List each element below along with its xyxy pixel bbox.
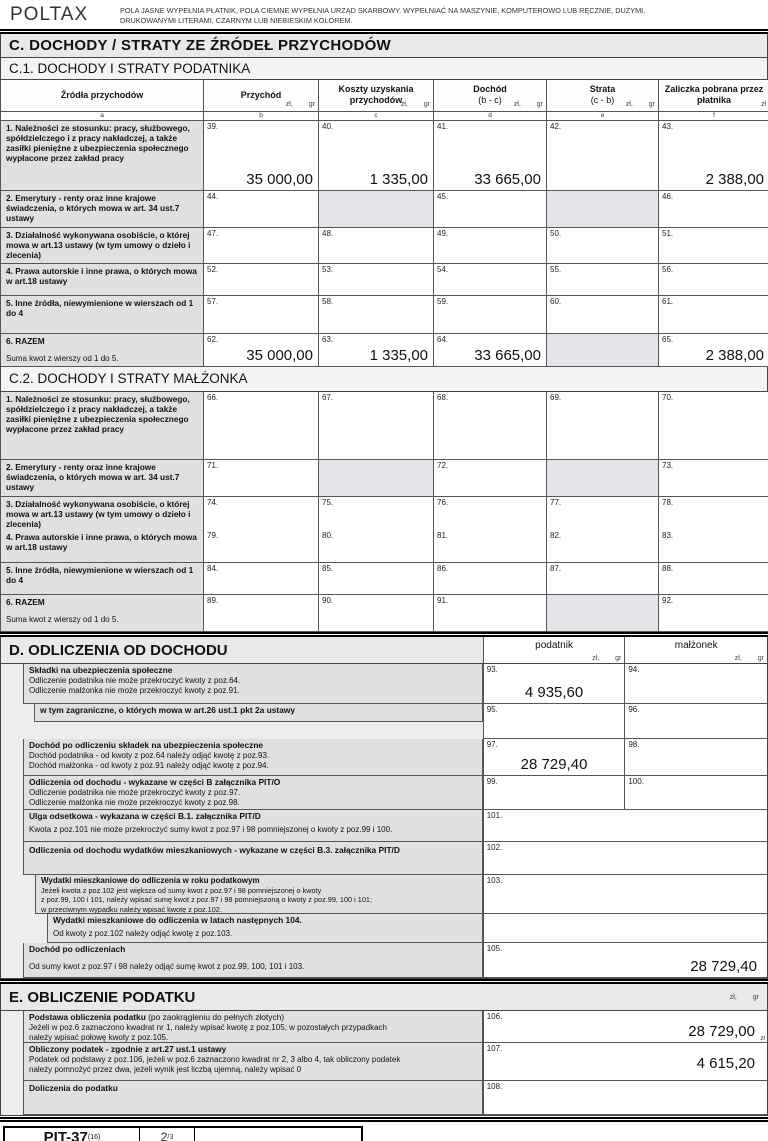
c1-razem-label: 6. RAZEM Suma kwot z wierszy od 1 do 5. [1,334,204,367]
d-row-102-label: Odliczenia od dochodu wydatków mieszkaniowych - wykazane w części B.3. załącznika PIT/D [23,842,483,875]
field-65[interactable]: 65. 2 388,00 [659,334,768,367]
c2-row-2-label: 2. Emerytury - renty oraz inne krajowe świadczenia, o których mowa w art. 34 ust.7 ustawy [1,460,204,497]
field-46[interactable]: 46. [659,191,768,228]
c2-row-5-label: 5. Inne źródła, niewymienione w wierszach od 1 do 4 [1,563,204,595]
page-number: 2 [160,1130,168,1141]
e-row-108 [1,1081,767,1115]
field-101[interactable]: 101. [483,810,767,842]
field-48[interactable]: 48. [319,228,434,264]
field-73[interactable]: 73. [659,460,768,497]
d-row-99 [1,776,767,810]
field-85[interactable]: 85. [319,563,434,595]
col-header-costs: Koszty uzyskania przychodów zł, gr [319,80,434,112]
c2-row-2 [0,460,768,497]
field-88[interactable]: 88. [659,563,768,595]
section-d-title: D. ODLICZENIA OD DOCHODU [1,637,483,663]
col-header-taxpayer: podatnik zł, gr [483,637,625,663]
field-104[interactable] [483,914,767,943]
field-69[interactable]: 69. [547,392,659,460]
field-54[interactable]: 54. [434,264,547,296]
section-c2-title: C.2. DOCHODY I STRATY MAŁŻONKA [0,365,768,392]
form-code: PIT-37 [43,1128,88,1141]
field-79[interactable]: 79. [204,530,319,563]
col-header-spouse: małżonek zł, gr [624,637,767,663]
field-76[interactable]: 76. [434,497,547,532]
field-81[interactable]: 81. [434,530,547,563]
field-47[interactable]: 47. [204,228,319,264]
field-41[interactable]: 41. 33 665,00 [434,121,547,191]
field-58[interactable]: 58. [319,296,434,334]
field-83[interactable]: 83. [659,530,768,563]
section-d-header [0,637,768,664]
field-99[interactable]: 99. [483,776,625,810]
field-108[interactable]: 108. [483,1081,767,1115]
field-51[interactable]: 51. [659,228,768,264]
field-68[interactable]: 68. [434,392,547,460]
section-e-body [0,1011,768,1116]
form-footer [3,1126,363,1141]
section-d-body [0,664,768,979]
d-row-104 [1,914,767,943]
form-code-box [5,1128,140,1141]
c2-razem-loss-na [547,595,659,632]
page-number-box [140,1128,195,1141]
d-row-93-label: Składki na ubezpieczenia społeczne Odliczenie podatnika nie może przekroczyć kwoty z poz.64. Odliczenie małżonka nie może przekroczyć kwoty z poz.91. [23,664,483,704]
d-row-97-label: Dochód po odliczeniu składek na ubezpieczenia społeczne Dochód podatnika - od kwoty z poz.64 należy odjąć kwotę z poz.93. Dochód małżonka - od kwoty z poz.91 należy odjąć kwotę z poz.94. [23,739,483,776]
c2-row-5 [0,563,768,595]
field-95[interactable]: 95. [483,704,625,739]
d-row-97 [1,739,767,776]
d-row-105 [1,943,767,978]
c2-row-2-loss-na [547,460,659,497]
col-header-loss: Strata (c - b) zł, gr [547,80,659,112]
c1-row-3-label: 3. Działalność wykonywana osobiście, o której mowa w art.13 ustawy (w tym umowy o dzieło i zlecenia) [1,228,204,264]
field-102[interactable]: 102. [483,842,767,875]
c2-row-4-label: 4. Prawa autorskie i inne prawa, o których mowa w art.18 ustawy [1,530,204,563]
d-row-93 [1,664,767,704]
field-103[interactable]: 103. [483,875,767,914]
section-c1-title: C.1. DOCHODY I STRATY PODATNIKA [0,58,768,80]
c1-razem-loss-na [547,334,659,367]
field-106[interactable]: 106. 28 729,00 zł [483,1011,767,1043]
field-70[interactable]: 70. [659,392,768,460]
column-letters-row: a b c d e f [0,112,768,121]
section-e-title: E. OBLICZENIE PODATKU [9,988,196,1006]
field-74[interactable]: 74. [204,497,319,532]
field-100[interactable]: 100. [624,776,767,810]
field-96[interactable]: 96. [624,704,767,739]
page-total: /3 [167,1133,174,1141]
field-55[interactable]: 55. [547,264,659,296]
c1-row-4 [0,264,768,296]
field-53[interactable]: 53. [319,264,434,296]
c1-row-5-label: 5. Inne źródła, niewymienione w wierszach od 1 do 4 [1,296,204,334]
field-87[interactable]: 87. [547,563,659,595]
c2-row-4 [0,530,768,563]
section-c-title: C. DOCHODY / STRATY ZE ŹRÓDEŁ PRZYCHODÓW [0,34,768,58]
c2-razem-label: 6. RAZEM Suma kwot z wierszy od 1 do 5. [1,595,204,632]
section-separator [0,1117,768,1122]
form-header [0,0,768,29]
field-98[interactable]: 98. [624,739,767,776]
field-45[interactable]: 45. [434,191,547,228]
field-91[interactable]: 91. [434,595,547,632]
c1-row-2-label: 2. Emerytury - renty oraz inne krajowe świadczenia, o których mowa w art. 34 ust.7 ustawy [1,191,204,228]
c1-row-2-loss-na [547,191,659,228]
c1-table-header [0,80,768,112]
section-e-header [0,984,768,1011]
field-94[interactable]: 94. [624,664,767,704]
c2-row-3 [0,497,768,530]
c1-row-1-label: 1. Należności ze stosunku: pracy, służbowego, spółdzielczego i z pracy nakładczej, a także zasiłki pieniężne z ubezpieczenia społecznego wypłacone przez zakład pracy [1,121,204,191]
field-78[interactable]: 78. [659,497,768,532]
field-107[interactable]: 107. 4 615,20 [483,1043,767,1081]
field-84[interactable]: 84. [204,563,319,595]
field-43[interactable]: 43. 2 388,00 [659,121,768,191]
field-56[interactable]: 56. [659,264,768,296]
e-row-106 [1,1011,767,1043]
c2-row-1 [0,392,768,460]
col-header-sources: Źródła przychodów [1,80,204,112]
filling-instructions: POLA JASNE WYPEŁNIA PŁATNIK, POLA CIEMNE WYPEŁNIA URZĄD SKARBOWY. WYPEŁNIAĆ NA MASZYNIE, KOMPUTEROWO LUB RĘCZNIE, DUŻYMI, DRUKOWANYMI LITERAMI, CZARNYM LUB NIEBIESKIM KOLOREM. [120,6,646,25]
field-59[interactable]: 59. [434,296,547,334]
poltax-logo: POLTAX [10,4,89,25]
field-82[interactable]: 82. [547,530,659,563]
section-e-units: zł, gr [729,993,759,1001]
field-42[interactable]: 42. [547,121,659,191]
d-row-104-label: Wydatki mieszkaniowe do odliczenia w latach następnych 104. Od kwoty z poz.102 należy odjąć kwotę z poz.103. [47,914,483,943]
field-89[interactable]: 89. [204,595,319,632]
field-66[interactable]: 66. [204,392,319,460]
field-63[interactable]: 63. 1 335,00 [319,334,434,367]
field-97[interactable]: 97. 28 729,40 [483,739,625,776]
field-92[interactable]: 92. [659,595,768,632]
field-57[interactable]: 57. [204,296,319,334]
c2-row-1-label: 1. Należności ze stosunku: pracy, służbowego, spółdzielczego i z pracy nakładczej, a także zasiłki pieniężne z ubezpieczenia społecznego wypłacone przez zakład pracy [1,392,204,460]
field-62[interactable]: 62. 35 000,00 [204,334,319,367]
d-row-101 [1,810,767,842]
e-row-107 [1,1043,767,1081]
c1-row-5 [0,296,768,334]
field-50[interactable]: 50. [547,228,659,264]
field-77[interactable]: 77. [547,497,659,532]
field-86[interactable]: 86. [434,563,547,595]
e-row-106-label: Podstawa obliczenia podatku (po zaokrągleniu do pełnych złotych) Jeżeli w poz.6 zaznaczono kwadrat nr 1, należy wpisać kwotę z poz.105; w pozostałych przypadkach należy wpisać połowę kwoty z poz.105. [23,1011,483,1043]
c1-row-2 [0,191,768,228]
field-105[interactable]: 105. 28 729,40 [483,943,767,978]
field-60[interactable]: 60. [547,296,659,334]
field-44[interactable]: 44. [204,191,319,228]
c1-row-3 [0,228,768,264]
d-row-95 [1,704,767,739]
form-version: (16) [87,1133,101,1141]
c1-row-1 [0,121,768,191]
col-header-advance: Zaliczka pobrana przez płatnika zł [659,80,768,112]
d-row-103-label: Wydatki mieszkaniowe do odliczenia w roku podatkowym Jeżeli kwota z poz.102 jest większa od sumy kwot z poz.97 i 98 pomniejszonej o kwoty z poz.99, 100 i 101, należy wpisać sumę kwot z poz.97 i 98 pomniejszoną o kwoty z poz.99, 100 i 101; w przeciwnym wypadku należy wpisać kwotę z poz.102. [35,875,483,914]
col-header-income: Dochód (b - c) zł, gr [434,80,547,112]
field-80[interactable]: 80. [319,530,434,563]
d-row-101-label: Ulga odsetkowa - wykazana w części B.1. załącznika PIT/D Kwota z poz.101 nie może przekroczyć sumy kwot z poz.97 i 98 pomniejszonej o kwoty z poz.99 i 100. [23,810,483,842]
d-row-102 [1,842,767,875]
d-row-105-label: Dochód po odliczeniach Od sumy kwot z poz.97 i 98 należy odjąć sumę kwot z poz.99, 100, 101 i 103. [23,943,483,978]
col-header-revenue: Przychód zł, gr [204,80,319,112]
e-row-108-label: Doliczenia do podatku [23,1081,483,1115]
c1-row-6-razem [0,334,768,365]
e-row-107-label: Obliczony podatek - zgodnie z art.27 ust.1 ustawy Podatek od podstawy z poz.106, jeżeli w poz.6 zaznaczono kwadrat nr 2, 3 albo 4, tak obliczony podatek należy pomnożyć przez dwa, jeżeli wynik jest liczbą ujemną, należy wpisać 0 [23,1043,483,1081]
field-39[interactable]: 39. 35 000,00 [204,121,319,191]
c2-row-3-label: 3. Działalność wykonywana osobiście, o której mowa w art.13 ustawy (w tym umowy o dzieło i zlecenia) [1,497,204,532]
c2-row-2-costs-na [319,460,434,497]
field-49[interactable]: 49. [434,228,547,264]
field-90[interactable]: 90. [319,595,434,632]
field-71[interactable]: 71. [204,460,319,497]
field-93[interactable]: 93. 4 935,60 [483,664,625,704]
field-40[interactable]: 40. 1 335,00 [319,121,434,191]
field-52[interactable]: 52. [204,264,319,296]
c2-row-6-razem [0,595,768,632]
field-72[interactable]: 72. [434,460,547,497]
field-64[interactable]: 64. 33 665,00 [434,334,547,367]
c1-row-4-label: 4. Prawa autorskie i inne prawa, o których mowa w art.18 ustawy [1,264,204,296]
field-75[interactable]: 75. [319,497,434,532]
field-61[interactable]: 61. [659,296,768,334]
c1-row-2-costs-na [319,191,434,228]
d-row-95-label: w tym zagraniczne, o których mowa w art.26 ust.1 pkt 2a ustawy [34,704,483,722]
d-row-103 [1,875,767,914]
field-67[interactable]: 67. [319,392,434,460]
d-row-99-label: Odliczenia od dochodu - wykazane w części B załącznika PIT/O Odliczenie podatnika nie może przekroczyć kwoty z poz.97. Odliczenie małżonka nie może przekroczyć kwoty z poz.98. [23,776,483,810]
